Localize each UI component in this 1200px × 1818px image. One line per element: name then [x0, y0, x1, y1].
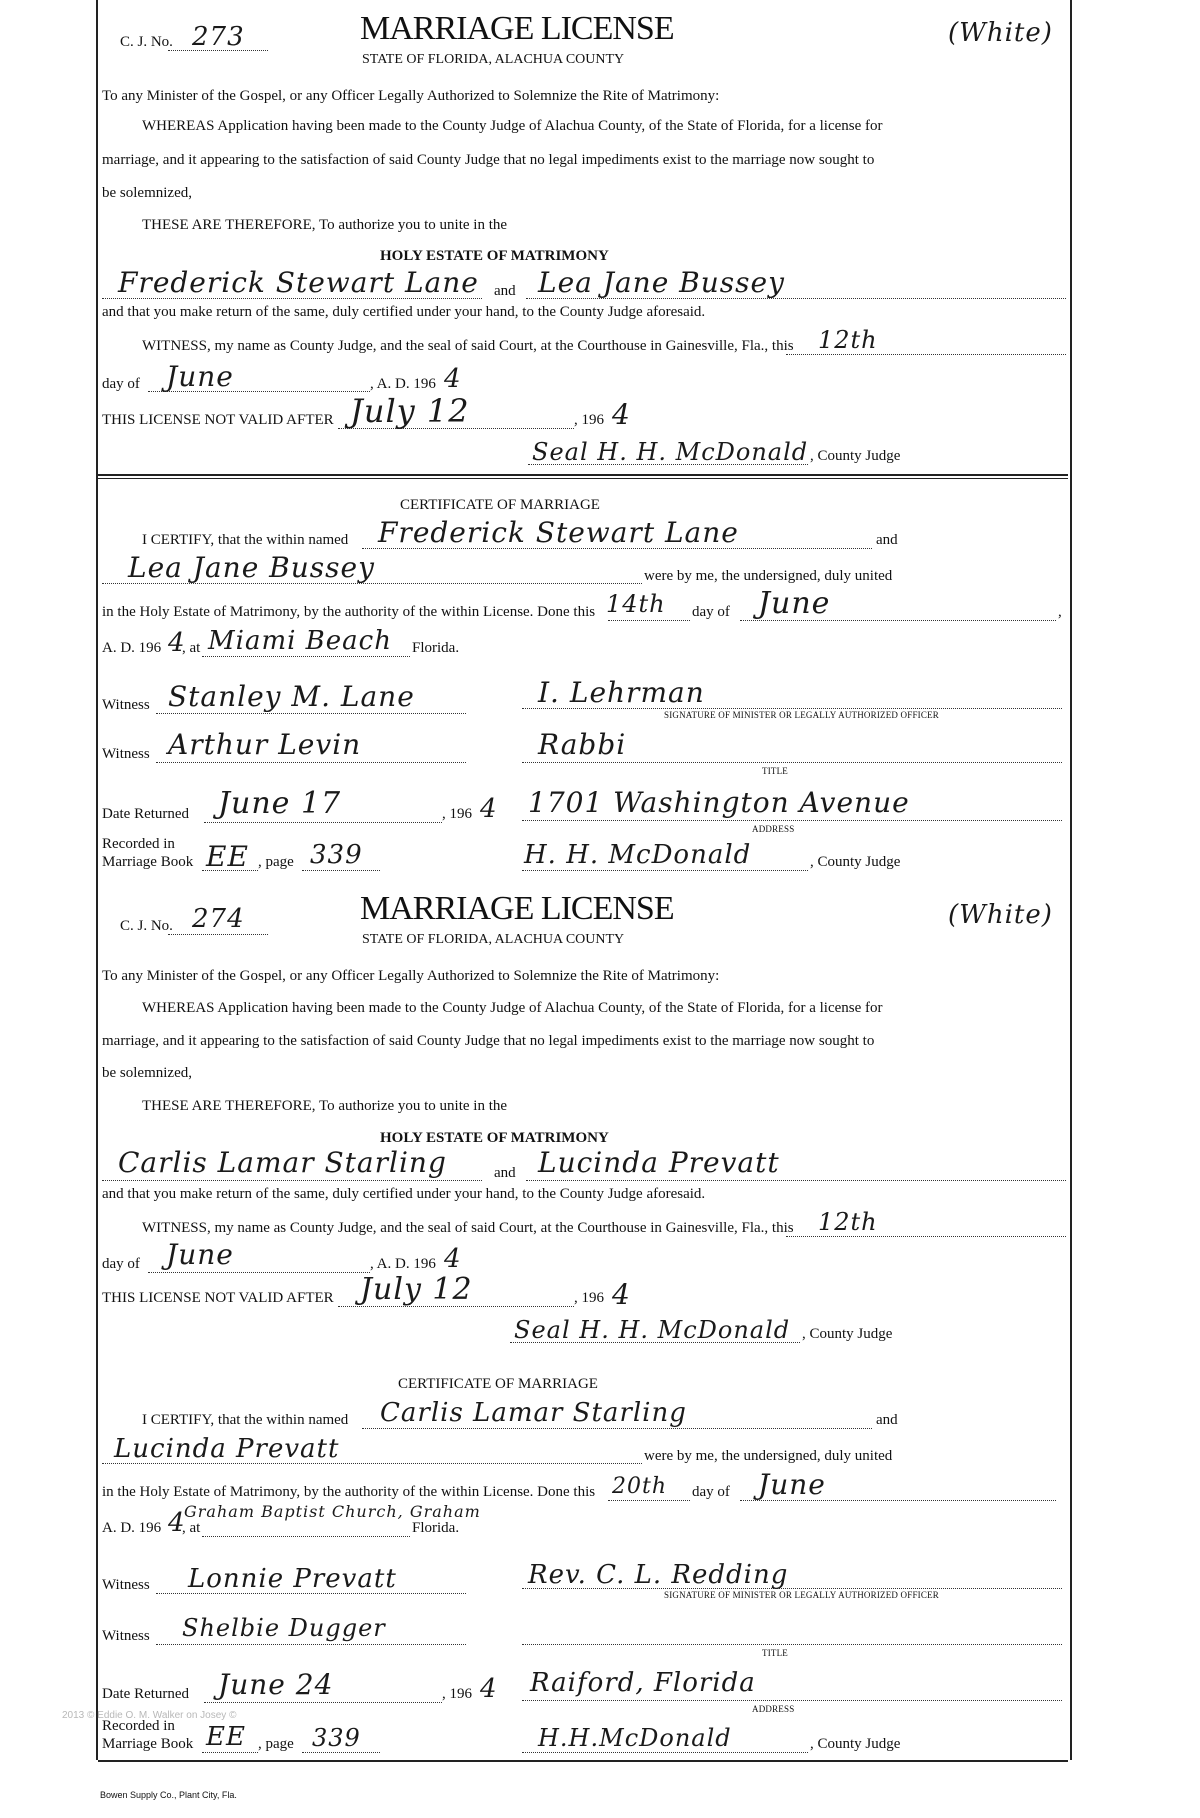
officer-signature: Rev. C. L. Redding [528, 1560, 789, 1590]
whereas-line-2: marriage, and it appearing to the satisfaction of said County Judge that no legal impediments exist to the marriage now sought to [102, 1033, 875, 1049]
book: EE [206, 840, 249, 873]
cj-label: C. J. No. [120, 34, 173, 50]
cert-bride: Lea Jane Bussey [128, 551, 375, 584]
return-line: and that you make return of the same, duly certified under your hand, to the County Judge aforesaid. [102, 1186, 706, 1202]
witness-2: Arthur Levin [168, 728, 362, 761]
cert-bride: Lucinda Prevatt [114, 1434, 340, 1464]
ad-196-label: A. D. 196 [102, 640, 162, 656]
done-day: 14th [606, 590, 666, 618]
ad-label: , A. D. 196 [370, 376, 436, 392]
officer-address: 1701 Washington Avenue [528, 786, 910, 819]
and-label-2: and [876, 532, 898, 548]
valid-year-digit: 4 [612, 1278, 631, 1311]
county-judge-label: , County Judge [810, 448, 901, 464]
whereas-line-3: be solemnized, [102, 185, 192, 201]
groom-name: Carlis Lamar Starling [118, 1146, 447, 1179]
date-returned-label: Date Returned [102, 806, 190, 822]
issue-month: June [166, 1238, 234, 1271]
whereas-line-2: marriage, and it appearing to the satisfaction of said County Judge that no legal impediments exist to the marriage now sought to [102, 152, 875, 168]
issue-day: 12th [818, 1208, 878, 1236]
done-month: June [758, 1468, 826, 1501]
therefore-line: THESE ARE THEREFORE, To authorize you to unite in the [142, 217, 508, 233]
not-valid-label: THIS LICENSE NOT VALID AFTER [102, 1290, 334, 1306]
judge-signature: Seal H. H. McDonald [514, 1316, 791, 1344]
recorded-in-label: Recorded in [102, 1718, 175, 1734]
florida-label: Florida. [412, 640, 460, 656]
issue-day: 12th [818, 326, 878, 354]
witness-2: Shelbie Dugger [182, 1614, 386, 1642]
witness-1: Stanley M. Lane [168, 680, 415, 713]
were-by-me-label: were by me, the undersigned, duly united [644, 1448, 893, 1464]
marriage-book-label: Marriage Book [102, 854, 194, 870]
date-returned-label: Date Returned [102, 1686, 190, 1702]
day-of-label: day of [102, 1256, 140, 1272]
printer-footer: Bowen Supply Co., Plant City, Fla. [100, 1790, 237, 1800]
license-subtitle: STATE OF FLORIDA, ALACHUA COUNTY [362, 932, 625, 947]
whereas-line-3: be solemnized, [102, 1065, 192, 1081]
book: EE [206, 1722, 246, 1752]
returned-196-label: , 196 [442, 1686, 472, 1702]
bride-name: Lucinda Prevatt [538, 1146, 780, 1179]
certificate-title: CERTIFICATE OF MARRIAGE [398, 1376, 598, 1392]
license-title: MARRIAGE LICENSE [360, 890, 674, 927]
date-returned: June 17 [218, 786, 342, 821]
page-number: 339 [312, 1724, 361, 1752]
holy-estate-heading: HOLY ESTATE OF MATRIMONY [380, 1130, 609, 1146]
page-label: , page [258, 854, 294, 870]
at-label: , at [182, 1520, 201, 1536]
certify-label: I CERTIFY, that the within named [142, 1412, 349, 1428]
page-label: , page [258, 1736, 294, 1752]
witness-1: Lonnie Prevatt [188, 1564, 397, 1594]
marriage-book-label: Marriage Book [102, 1736, 194, 1752]
county-judge-label-2: , County Judge [810, 854, 901, 870]
comma-label: , [1058, 604, 1062, 620]
returned-196-label: , 196 [442, 806, 472, 822]
day-of-label-2: day of [692, 604, 730, 620]
bride-name: Lea Jane Bussey [538, 266, 785, 299]
witness-line: WITNESS, my name as County Judge, and the seal of said Court, at the Courthouse in Gainesville, Fla., this [142, 1220, 794, 1236]
address-label: ADDRESS [752, 824, 795, 834]
title-label: TITLE [762, 766, 788, 776]
valid-until: July 12 [350, 392, 470, 430]
signature-label: SIGNATURE OF MINISTER OR LEGALLY AUTHORIZED OFFICER [664, 710, 939, 720]
done-year-digit: 4 [168, 628, 186, 658]
ad-196-label: A. D. 196 [102, 1520, 162, 1536]
done-day: 20th [612, 1474, 668, 1499]
were-by-me-label: were by me, the undersigned, duly united [644, 568, 893, 584]
and-label-2: and [876, 1412, 898, 1428]
license-title: MARRIAGE LICENSE [360, 10, 674, 47]
cj-number: 273 [192, 22, 245, 52]
recorded-in-label: Recorded in [102, 836, 175, 852]
day-of-label-2: day of [692, 1484, 730, 1500]
to-any-line: To any Minister of the Gospel, or any Officer Legally Authorized to Solemnize the Rite of Matrimony: [102, 968, 720, 984]
license-273 [98, 0, 1068, 880]
title-label: TITLE [762, 1648, 788, 1658]
returned-year-digit: 4 [480, 794, 498, 824]
holy-authority-line: in the Holy Estate of Matrimony, by the authority of the within License. Done this [102, 1484, 596, 1500]
issue-month: June [166, 360, 234, 393]
section-divider [98, 474, 1068, 479]
day-of-label: day of [102, 376, 140, 392]
certify-label: I CERTIFY, that the within named [142, 532, 349, 548]
return-line: and that you make return of the same, duly certified under your hand, to the County Judge aforesaid. [102, 304, 706, 320]
officer-title: Rabbi [538, 728, 627, 761]
bottom-rule [98, 1760, 1068, 1762]
license-subtitle: STATE OF FLORIDA, ALACHUA COUNTY [362, 52, 625, 67]
done-year-digit: 4 [168, 1508, 186, 1538]
groom-name: Frederick Stewart Lane [118, 266, 479, 299]
valid-196-label: , 196 [574, 1290, 604, 1306]
officer-signature: I. Lehrman [538, 676, 705, 709]
race-note: (White) [948, 18, 1053, 48]
cj-number: 274 [192, 904, 245, 934]
judge-signature: Seal H. H. McDonald [532, 438, 809, 466]
valid-year-digit: 4 [612, 398, 631, 431]
therefore-line: THESE ARE THEREFORE, To authorize you to unite in the [142, 1098, 508, 1114]
watermark: 2013 © Eddie O. M. Walker on Josey © [62, 1710, 237, 1721]
cert-groom: Frederick Stewart Lane [378, 516, 739, 549]
officer-address: Raiford, Florida [530, 1668, 756, 1698]
witness-label-2: Witness [102, 746, 150, 762]
date-returned: June 24 [218, 1668, 334, 1701]
whereas-line-1: WHEREAS Application having been made to the County Judge of Alachua County, of the State of Florida, for a license for [142, 1000, 883, 1016]
certificate-title: CERTIFICATE OF MARRIAGE [400, 497, 600, 513]
address-label: ADDRESS [752, 1704, 795, 1714]
county-judge-label: , County Judge [802, 1326, 893, 1342]
witness-label-2: Witness [102, 1628, 150, 1644]
valid-196-label: , 196 [574, 412, 604, 428]
race-note: (White) [948, 900, 1053, 930]
place-note: Graham Baptist Church, Graham [184, 1502, 481, 1521]
at-label: , at [182, 640, 201, 656]
county-judge-label-2: , County Judge [810, 1736, 901, 1752]
signature-label: SIGNATURE OF MINISTER OR LEGALLY AUTHORIZED OFFICER [664, 1590, 939, 1600]
recorder-signature: H. H. McDonald [524, 840, 752, 870]
whereas-line-1: WHEREAS Application having been made to the County Judge of Alachua County, of the State of Florida, for a license for [142, 118, 883, 134]
valid-until: July 12 [360, 1272, 473, 1307]
witness-label-1: Witness [102, 1577, 150, 1593]
cert-groom: Carlis Lamar Starling [380, 1398, 687, 1428]
license-274 [98, 880, 1068, 1760]
holy-estate-heading: HOLY ESTATE OF MATRIMONY [380, 248, 609, 264]
cj-label: C. J. No. [120, 918, 173, 934]
holy-authority-line: in the Holy Estate of Matrimony, by the authority of the within License. Done this [102, 604, 596, 620]
page-number: 339 [310, 840, 363, 870]
recorder-signature: H.H.McDonald [538, 1724, 732, 1752]
witness-label-1: Witness [102, 697, 150, 713]
and-label: and [494, 1165, 516, 1181]
returned-year-digit: 4 [480, 1674, 498, 1704]
issue-year-digit: 4 [444, 364, 462, 394]
to-any-line: To any Minister of the Gospel, or any Officer Legally Authorized to Solemnize the Rite of Matrimony: [102, 88, 720, 104]
not-valid-label: THIS LICENSE NOT VALID AFTER [102, 412, 334, 428]
issue-year-digit: 4 [444, 1244, 462, 1274]
florida-label: Florida. [412, 1520, 460, 1536]
and-label: and [494, 283, 516, 299]
marriage-place: Miami Beach [208, 626, 392, 656]
ad-label: , A. D. 196 [370, 1256, 436, 1272]
witness-line: WITNESS, my name as County Judge, and the seal of said Court, at the Courthouse in Gainesville, Fla., this [142, 338, 794, 354]
done-month: June [758, 586, 831, 621]
